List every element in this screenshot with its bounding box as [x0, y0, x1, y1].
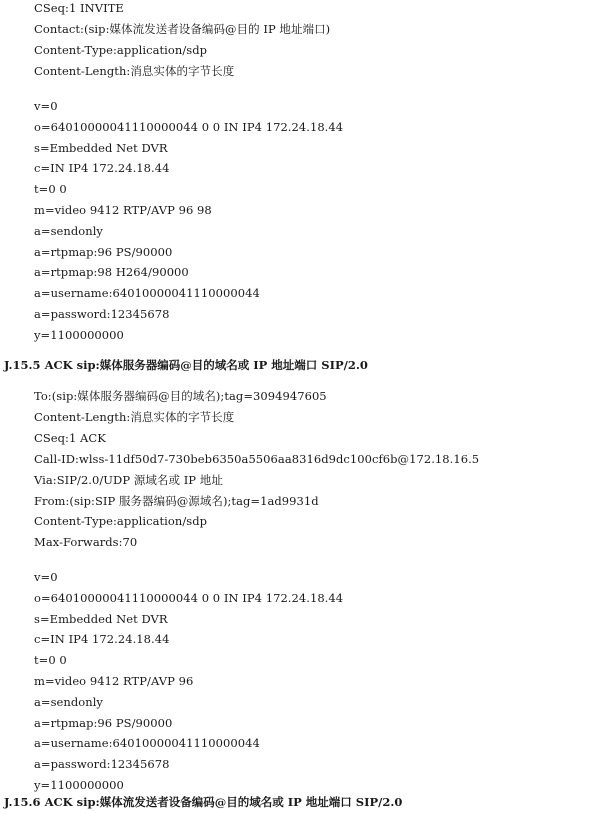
sdp-line-rtpmap-96: a=rtpmap:96 PS/90000: [34, 716, 173, 730]
sdp-line-sendonly: a=sendonly: [34, 695, 103, 709]
header-line-cseq: CSeq:1 ACK: [34, 431, 106, 445]
header-line-via: Via:SIP/2.0/UDP 源域名或 IP 地址: [34, 473, 223, 487]
section-heading-j15-5: J.15.5 ACK sip:媒体服务器编码@目的域名或 IP 地址端口 SIP/2.0: [4, 358, 368, 372]
sdp-line-password: a=password:12345678: [34, 757, 170, 771]
header-line-content-length: Content-Length:消息实体的字节长度: [34, 64, 235, 78]
header-line-content-length: Content-Length:消息实体的字节长度: [34, 410, 235, 424]
sdp-line-s: s=Embedded Net DVR: [34, 141, 168, 155]
sdp-line-t: t=0 0: [34, 182, 67, 196]
sdp-line-m: m=video 9412 RTP/AVP 96 98: [34, 203, 212, 217]
sdp-line-t: t=0 0: [34, 653, 67, 667]
sdp-line-y: y=1100000000: [34, 778, 124, 792]
sdp-line-username: a=username:64010000041110000044: [34, 286, 260, 300]
sdp-line-y: y=1100000000: [34, 328, 124, 342]
sdp-line-c: c=IN IP4 172.24.18.44: [34, 632, 170, 646]
sdp-line-v: v=0: [34, 570, 58, 584]
header-line-contact: Contact:(sip:媒体流发送者设备编码@目的 IP 地址端口): [34, 22, 331, 36]
sdp-line-username: a=username:64010000041110000044: [34, 736, 260, 750]
sdp-line-m: m=video 9412 RTP/AVP 96: [34, 674, 194, 688]
sdp-line-sendonly: a=sendonly: [34, 224, 103, 238]
sdp-line-rtpmap-96: a=rtpmap:96 PS/90000: [34, 245, 173, 259]
header-line-to: To:(sip:媒体服务器编码@目的域名);tag=3094947605: [34, 389, 327, 403]
sdp-line-o: o=64010000041110000044 0 0 IN IP4 172.24.18.44: [34, 120, 344, 134]
sdp-line-password: a=password:12345678: [34, 307, 170, 321]
sdp-line-s: s=Embedded Net DVR: [34, 612, 168, 626]
header-line-from: From:(sip:SIP 服务器编码@源域名);tag=1ad9931d: [34, 494, 319, 508]
sdp-line-c: c=IN IP4 172.24.18.44: [34, 161, 170, 175]
header-line-call-id: Call-ID:wlss-11df50d7-730beb6350a5506aa8316d9dc100cf6b@172.18.16.5: [34, 452, 480, 466]
sdp-line-v: v=0: [34, 99, 58, 113]
sdp-line-o: o=64010000041110000044 0 0 IN IP4 172.24.18.44: [34, 591, 344, 605]
header-line-content-type: Content-Type:application/sdp: [34, 514, 208, 528]
header-line-max-forwards: Max-Forwards:70: [34, 535, 138, 549]
header-line-cseq: CSeq:1 INVITE: [34, 1, 124, 15]
section-heading-j15-6: J.15.6 ACK sip:媒体流发送者设备编码@目的域名或 IP 地址端口 SIP/2.0: [4, 795, 403, 809]
header-line-content-type: Content-Type:application/sdp: [34, 43, 208, 57]
sdp-line-rtpmap-98: a=rtpmap:98 H264/90000: [34, 265, 189, 279]
